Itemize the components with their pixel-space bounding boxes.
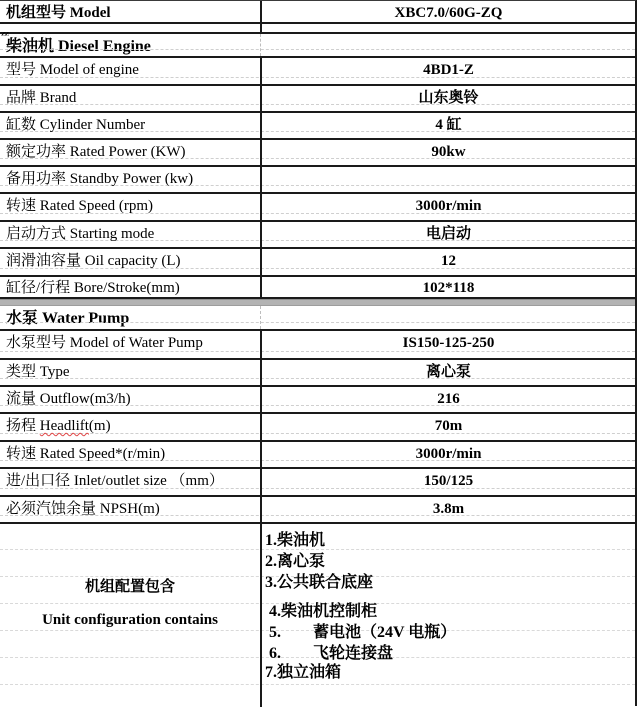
value-text: 离心泵 xyxy=(425,364,471,380)
row-value xyxy=(262,222,635,247)
column-divider-dashed xyxy=(260,34,261,56)
row-label xyxy=(0,414,262,440)
row-value xyxy=(262,331,635,358)
section-water-pump xyxy=(0,306,635,331)
row-inlet-outlet-size xyxy=(0,469,635,497)
row-value xyxy=(262,360,635,385)
row-label xyxy=(0,140,262,165)
row-label xyxy=(0,86,262,111)
value-text: 150/125 xyxy=(423,473,474,489)
row-pump-model xyxy=(0,331,635,360)
row-label xyxy=(0,277,262,297)
value-text: IS150-125-250 xyxy=(402,335,495,351)
row-value xyxy=(262,277,635,297)
row-value xyxy=(262,24,635,32)
row-npsh xyxy=(0,497,635,524)
label-text: 额定功率 Rated Power (KW) xyxy=(6,144,186,160)
row-engine-model xyxy=(0,58,635,86)
label-misspelled-word: Headlift xyxy=(39,418,89,434)
label-text: 缸径/行程 Bore/Stroke(mm) xyxy=(6,280,180,296)
row-unit-model xyxy=(0,1,635,24)
row-value xyxy=(262,469,635,495)
label-text: 润滑油容量 Oil capacity (L) xyxy=(6,253,181,269)
label-text: 品牌 Brand xyxy=(6,90,77,106)
value-text: 3000r/min xyxy=(415,198,482,214)
label-text: 启动方式 Starting mode xyxy=(6,226,155,242)
config-item: 4.柴油机控制柜 xyxy=(265,603,378,620)
value-text: XBC7.0/60G-ZQ xyxy=(394,5,503,21)
row-bore-stroke xyxy=(0,277,635,299)
label-text: 进/出口径 Inlet/outlet size （mm） xyxy=(6,473,224,489)
label-text: 型号 Model of engine xyxy=(6,62,139,78)
config-items-list xyxy=(262,524,635,707)
row-label xyxy=(0,1,262,22)
row-label xyxy=(0,194,262,220)
value-text: 3000r/min xyxy=(415,446,482,462)
label-text: 转速 Rated Speed (rpm) xyxy=(6,198,154,214)
value-text: 102*118 xyxy=(422,280,475,296)
config-label-en: Unit configuration contains xyxy=(42,612,218,628)
row-collapsed xyxy=(0,24,635,37)
row-label xyxy=(0,442,262,467)
row-value xyxy=(262,194,635,220)
label-text: 类型 Type xyxy=(6,364,70,380)
row-label xyxy=(0,249,262,275)
row-label xyxy=(0,24,262,37)
row-label xyxy=(0,387,262,412)
row-label xyxy=(0,331,262,358)
label-text: 缸数 Cylinder Number xyxy=(6,117,146,133)
config-item: 5. 蓄电池（24V 电瓶） xyxy=(265,624,457,641)
row-starting-mode xyxy=(0,222,635,249)
row-rated-power xyxy=(0,140,635,167)
row-value xyxy=(262,113,635,138)
row-value xyxy=(262,249,635,275)
row-value xyxy=(262,442,635,467)
row-rated-speed-engine xyxy=(0,194,635,222)
label-text: 流量 Outflow(m3/h) xyxy=(6,391,131,407)
config-item: 3.公共联合底座 xyxy=(265,574,374,591)
label-text: 必须汽蚀余量 NPSH(m) xyxy=(6,501,160,517)
row-value xyxy=(262,167,635,192)
row-value xyxy=(262,86,635,111)
row-oil-capacity xyxy=(0,249,635,277)
column-divider-dashed xyxy=(260,306,261,329)
value-text: 12 xyxy=(441,253,456,269)
value-text: 90kw xyxy=(431,144,466,160)
config-item: 2.离心泵 xyxy=(265,553,326,570)
label-text: 备用功率 Standby Power (kw) xyxy=(6,171,194,187)
row-label xyxy=(0,113,262,138)
config-item: 6. 飞轮连接盘 xyxy=(265,645,394,662)
row-outflow xyxy=(0,387,635,414)
label-text: 扬程 xyxy=(6,418,40,434)
row-label xyxy=(0,469,262,495)
row-value xyxy=(262,387,635,412)
row-pump-type xyxy=(0,360,635,387)
row-value xyxy=(262,140,635,165)
value-text: 电启动 xyxy=(425,226,471,242)
config-item: 1.柴油机 xyxy=(265,532,326,549)
row-value xyxy=(262,414,635,440)
section-title xyxy=(0,34,635,56)
section-text: 柴油机 Diesel Engine xyxy=(6,38,151,55)
label-text: 水泵型号 Model of Water Pump xyxy=(6,335,203,351)
row-brand xyxy=(0,86,635,113)
row-cylinder-number xyxy=(0,113,635,140)
row-standby-power xyxy=(0,167,635,194)
section-diesel-engine xyxy=(0,34,635,58)
value-text: 70m xyxy=(434,418,463,434)
label-text: (m) xyxy=(88,418,111,434)
row-label xyxy=(0,360,262,385)
gray-separator-bar xyxy=(0,299,635,306)
value-text: 4BD1-Z xyxy=(423,62,474,78)
value-text: 山东奥铃 xyxy=(418,90,479,106)
row-label xyxy=(0,58,262,84)
config-label-cell xyxy=(0,524,262,707)
label-text: 转速 Rated Speed*(r/min) xyxy=(6,446,166,462)
section-text: 水泵 Water Pump xyxy=(6,310,130,327)
row-unit-configuration xyxy=(0,524,635,707)
config-item: 7.独立油箱 xyxy=(265,664,342,681)
row-value xyxy=(262,58,635,84)
row-rated-speed-pump xyxy=(0,442,635,469)
collapsed-row-artifact: ZZ xyxy=(1,31,9,37)
label-text: 机组型号 Model xyxy=(6,5,111,21)
row-headlift xyxy=(0,414,635,442)
value-text: 4 缸 xyxy=(435,117,462,133)
row-value xyxy=(262,497,635,522)
row-label xyxy=(0,167,262,192)
config-label-cn: 机组配置包含 xyxy=(84,579,175,595)
value-text: 3.8m xyxy=(432,501,465,517)
row-value xyxy=(262,1,635,22)
row-label xyxy=(0,497,262,522)
value-text: 216 xyxy=(437,391,460,407)
section-title xyxy=(0,306,635,329)
row-label xyxy=(0,222,262,247)
